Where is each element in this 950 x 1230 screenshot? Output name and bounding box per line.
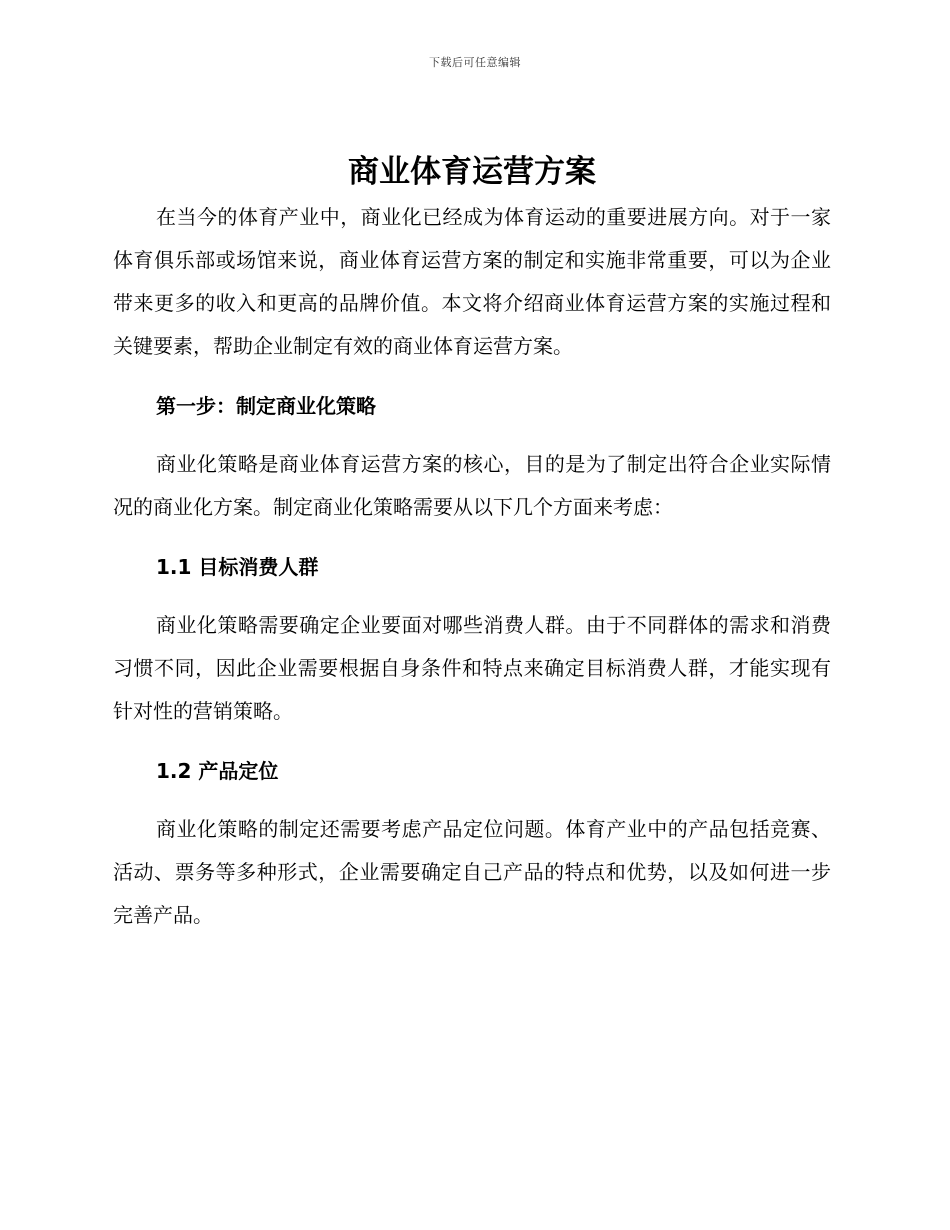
intro-paragraph: 在当今的体育产业中，商业化已经成为体育运动的重要进展方向。对于一家体育俱乐部或场馆来说，商业体育运营方案的制定和实施非常重要，可以为企业带来更多的收入和更高的品牌价值。本文将介绍商业体育运营方案的实施过程和关键要素，帮助企业制定有效的商业体育运营方案。 bbox=[113, 205, 831, 358]
section-1-1-paragraph: 商业化策略需要确定企业要面对哪些消费人群。由于不同群体的需求和消费习惯不同，因此企业需要根据自身条件和特点来确定目标消费人群，才能实现有针对性的营销策略。 bbox=[113, 613, 831, 723]
step1-heading: 第一步：制定商业化策略 bbox=[156, 394, 376, 418]
document-title: 商业体育运营方案 bbox=[348, 154, 596, 190]
section-1-2-heading: 1.2 产品定位 bbox=[156, 759, 279, 783]
spacer bbox=[113, 733, 831, 750]
section-1-2-paragraph: 商业化策略的制定还需要考虑产品定位问题。体育产业中的产品包括竞赛、活动、票务等多种形式，企业需要确定自己产品的特点和优势，以及如何进一步完善产品。 bbox=[113, 817, 831, 927]
spacer bbox=[113, 529, 831, 546]
section-1-1-heading: 1.1 目标消费人群 bbox=[156, 555, 319, 579]
spacer bbox=[113, 428, 831, 443]
page-header-note: 下载后可任意编辑 bbox=[429, 56, 521, 69]
step1-paragraph: 商业化策略是商业体育运营方案的核心，目的是为了制定出符合企业实际情况的商业化方案。制定商业化策略需要从以下几个方面来考虑： bbox=[113, 452, 831, 519]
spacer bbox=[113, 368, 831, 385]
document-body bbox=[113, 148, 831, 937]
spacer bbox=[113, 589, 831, 604]
spacer bbox=[113, 793, 831, 808]
